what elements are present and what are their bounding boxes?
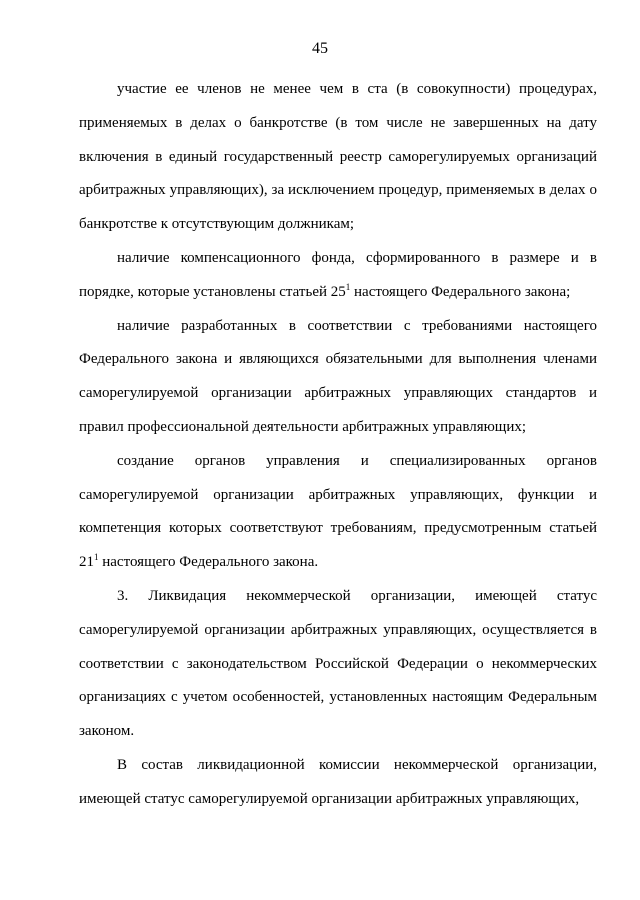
article-superscript: 1 — [94, 552, 99, 563]
paragraph-participation-requirement: участие ее членов не менее чем в ста (в совокупности) процедурах, применяемых в делах о банкротстве (в том числе не завершенных на дату включения в единый государственный реестр саморегулируемых организаций арбитражных управляющих), за исключением процедур, применяемых в делах о банкротстве к отсутствующим должникам; — [79, 81, 597, 233]
paragraph-text: создание органов управления и специализированных органов саморегулируемой организации арбитражных управляющих, функции и компетенция которых соответствуют требованиям, предусмотренным статьей 21 — [79, 452, 597, 571]
paragraph-liquidation-commission: В состав ликвидационной комиссии некоммерческой организации, имеющей статус саморегулируемой организации арбитражных управляющих, — [79, 756, 597, 807]
paragraph-text: настоящего Федерального закона; — [350, 283, 571, 300]
paragraph-standards-rules: наличие разработанных в соответствии с требованиями настоящего Федерального закона и являющихся обязательными для выполнения членами саморегулируемой организации арбитражных управляющих стандартов и правил профессиональной деятельности арбитражных управляющих; — [79, 317, 597, 435]
paragraph-liquidation: 3. Ликвидация некоммерческой организации, имеющей статус саморегулируемой организации арбитражных управляющих, осуществляется в соответствии с законодательством Российской Федерации о некоммерческих организациях с учетом особенностей, установленных настоящим Федеральным законом. — [79, 587, 597, 740]
document-body — [79, 73, 597, 817]
page-number: 45 — [312, 40, 328, 57]
paragraph-governing-bodies — [79, 445, 597, 580]
paragraph-text: наличие компенсационного фонда, сформированного в размере и в порядке, которые установлены статьей 25 — [79, 249, 597, 300]
paragraph-text: настоящего Федерального закона. — [98, 554, 319, 571]
paragraph-compensation-fund — [79, 242, 597, 310]
article-superscript: 1 — [345, 281, 351, 292]
